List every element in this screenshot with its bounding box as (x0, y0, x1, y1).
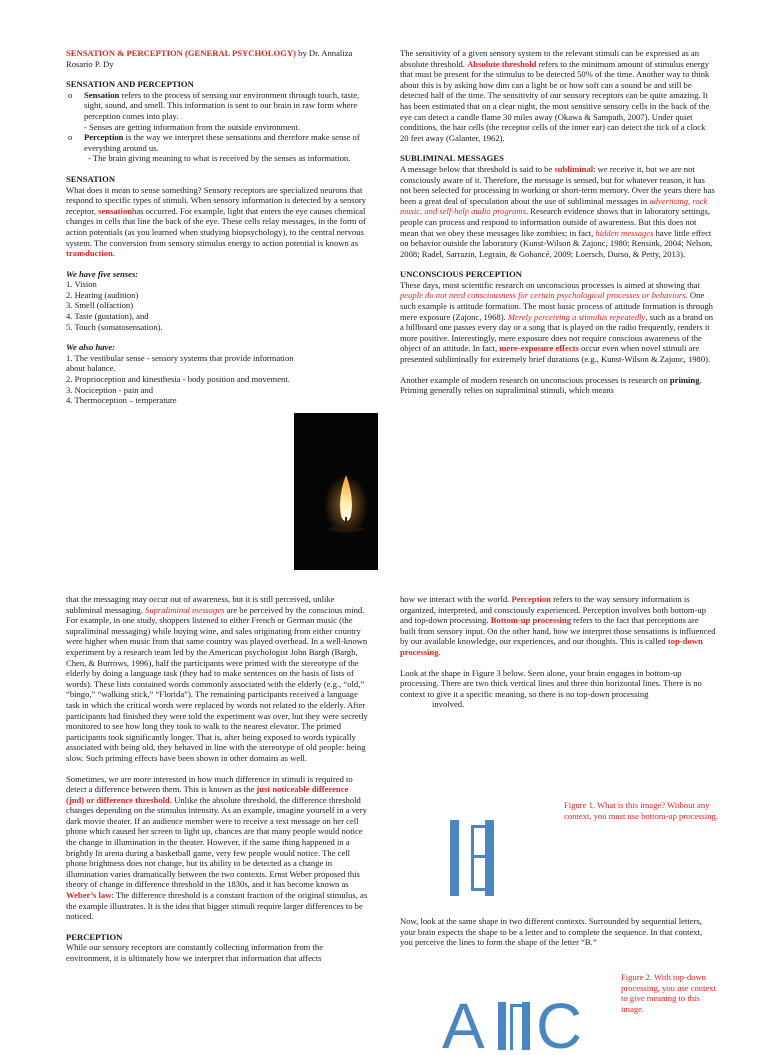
paragraph: While our sensory receptors are constantly collecting information from the environment, it is ultimately how we interpret that information that affects (66, 942, 324, 963)
paragraph: how we interact with the world. Perception refers to the way sensory information is organized, interpreted, and consciously experienced. Perception involves both bottom-up and top-down processing. Bottom-up processing refers to the fact that perceptions are built from sensory input. On the other hand, how we interpret those sensations is influenced by our available knowledge, our experiences, and our thoughts. This is called top-down processing. (400, 594, 716, 657)
page2-column-right-lower (400, 916, 716, 948)
candle-flame-icon (294, 413, 378, 570)
ambiguous-b-shape-icon (445, 808, 509, 904)
heading-unconscious: UNCONSCIOUS PERCEPTION (400, 269, 522, 280)
paragraph: A message below that threshold is said to be subliminal: we receive it, but we are not consciously aware of it. Therefore, the message is sensed, but for whatever reason, it has not been selected for processing in working or short-term memory. Over the years there has been a great deal of speculation about the use of subliminal messages in advertising, rock music, and self-help audio programs. Research evidence shows that in laboratory settings, people can process and respond to information outside of awareness. But this does not mean that we obey these messages like zombies; in fact, hidden messages have little effect on behavior outside the laboratory (Kunst-Wilson & Zajonc, 1980; Rensink, 2004; Nelson, 2008; Radel, Sarrazin, Legrain, & Gobancé, 2009; Loersch, Durso, & Petty, 2013). (400, 163, 715, 259)
definition-list (66, 90, 368, 164)
abc-context-shape-icon (440, 990, 590, 1055)
paragraph: What does it mean to sense something? Sensory receptors are specialized neurons that respond to specific types of stimuli. When sensory information is detected by a sensory receptor, sensationhas occurred. For example, light that enters the eye causes chemical changes in cells that line the back of the eye. These cells relay messages, in the form of action potentials (as you learned when studying biopsychology), to the central nervous system. The conversion from sensory stimulus energy to action potential is known as transduction. (66, 184, 367, 259)
list-item: 3. Nociception - pain and (66, 384, 154, 395)
list-item: 4. Thermoception – temperature (66, 395, 177, 406)
page1-column-right (400, 48, 716, 396)
page2-column-left (66, 594, 368, 964)
list-item: 4. Taste (gustation), and (66, 311, 149, 322)
figure2-letter-a: A (442, 990, 485, 1055)
paragraph: that the messaging may occur out of awareness, but it is still perceived, unlike subliminal messaging. Supraliminal messages are be perceived by the conscious mind. For example, in one study, shoppers listened to either French or German music (the supraliminal messaging) while buying wine, and sales originating from either country were higher when music from that same country was played overhead. In a well-known experiment by a research team led by the American psychologist John Bargh (Bargh, Chen, & Burrows, 1996), half the participants were primed with the stereotype of the elderly by doing a language task (they had to make sentences on the basis of lists of words). These lists contained words commonly associated with the elderly (e.g., “old,” “bingo,” “walking stick,” “Florida”). The remaining participants received a language task in which the critical words were replaced by words not related to the elderly. After participants had finished they were told the experiment was over, but they were secretly monitored to see how long they took to walk to the nearest elevator. The primed participants took significantly longer. That is, after being exposed to words typically associated with being old, they behaved in line with the stereotype of old people: being slow. Such priming effects have been shown in other domains as well. (66, 594, 368, 763)
paragraph: Look at the shape in Figure 3 below. Seen alone, your brain engages in bottom-up processing. There are two thick vertical lines and three thin horizontal lines. There is no context to give it a specific meaning, so there is no top-down processing (400, 667, 702, 699)
paragraph: Now, look at the same shape in two different contexts. Surrounded by sequential letters, your brain expects the shape to be a letter and to complete the sequence. In that context, you perceive the lines to form the shape of the letter “B.” (400, 916, 703, 948)
heading-perception: PERCEPTION (66, 931, 123, 942)
figure2-letter-c: C (536, 990, 583, 1055)
list-item: 2. Hearing (audition) (66, 289, 139, 300)
figure2-caption: Figure 2. With top-down processing, you use context to give meaning to this image. (621, 972, 716, 1014)
page2-column-right (400, 594, 716, 710)
figure2-letters (440, 990, 590, 1055)
list-item: 1. Vision (66, 279, 97, 290)
list-item: 1. The vestibular sense - sensory systems that provide information about balance. (66, 352, 294, 374)
candle-image (294, 413, 378, 570)
list-item: 2. Proprioception and kinesthesia - body position and movement. (66, 374, 290, 385)
heading-subliminal: SUBLIMINAL MESSAGES (400, 153, 504, 164)
other-senses-list (66, 353, 294, 406)
list-item: o Perception is the way we interpret these sensations and therefore make sense of everything around us. - The brain giving meaning to what is received by the senses as information. (84, 132, 368, 164)
five-senses-list (66, 279, 368, 332)
figure1-shape (445, 808, 509, 909)
five-senses-title: We have five senses: (66, 268, 139, 279)
page1-column-left (66, 48, 368, 406)
heading-sensation: SENSATION (66, 173, 116, 184)
paragraph: Another example of modern research on unconscious processes is research on priming. Priming generally relies on supraliminal stimuli, which means (400, 374, 702, 396)
also-have-title: We also have: (66, 342, 116, 353)
paragraph: Sometimes, we are more interested in how much difference in stimuli is required to detect a difference between them. This is known as the just noticeable difference (jnd) or difference threshold. Unlike the absolute threshold, the difference threshold changes depending on the stimulus intensity. As an example, imagine yourself in a very dark movie theater. If an audience member were to receive a text message on her cell phone which caused her screen to light up, chances are that many people would notice the change in illumination in the theater. However, if the same thing happened in a brightly lit arena during a basketball game, very few people would notice. The cell phone brightness does not change, but its ability to be detected as a change in illumination varies dramatically between the two contexts. Ernst Weber proposed this theory of change in difference threshold in the 1830s, and it has become known as Weber’s law: The difference threshold is a constant fraction of the original stimulus, as the example illustrates. It is the idea that bigger stimuli require larger differences to be noticed. (66, 773, 368, 922)
paragraph-continuation: involved. (432, 699, 465, 710)
heading-sensation-perception: SENSATION AND PERCEPTION (66, 79, 194, 90)
list-item: 5. Touch (somatosensation). (66, 321, 163, 332)
doc-title: SENSATION & PERCEPTION (GENERAL PSYCHOLOGY) by Dr. Annaliza Rosario P. Dy (66, 48, 353, 69)
list-item: o Sensation refers to the process of sensing our environment through touch, taste, sight, sound, and smell. This information is sent to our brain in raw form where perception comes into play. - Senses are getting information from the outside environment. (84, 90, 368, 132)
paragraph: The sensitivity of a given sensory system to the relevant stimuli can be expressed as an absolute threshold. Absolute threshold refers to the minimum amount of stimulus energy that must be present for the stimulus to be detected 50% of the time. Another way to think about this is by asking how dim can a light be or how soft can a sound be and still be detected half of the time. The sensitivity of our sensory receptors can be quite amazing. It has been estimated that on a clear night, the most sensitive sensory cells in the back of the eye can detect a candle flame 30 miles away (Okawa & Sampath, 2007). Under quiet conditions, the hair cells (the receptor cells of the inner ear) can detect the tick of a clock 20 feet away (Galanter, 1962). (400, 48, 710, 143)
paragraph: These days, most scientific research on unconscious processes is aimed at showing that people do not need consciousness for certain psychological processes or behaviors. One such example is attitude formation. The most basic process of attitude formation is through mere exposure (Zajonc, 1968). Merely perceiving a stimulus repeatedly, such as a brand on a billboard one passes every day or a song that is played on the radio frequently, renders it more positive. Interestingly, mere exposure does not require conscious awareness of the object of an attitude. In fact, mere-exposure effects occur even when novel stimuli are presented subliminally for extremely brief durations (e.g., Kunst-Wilson & Zajonc, 1980). (400, 279, 714, 365)
figure1-caption: Figure 1. What is this image? Without any context, you must use bottom-up processing. (564, 800, 718, 821)
list-item: 3. Smell (olfaction) (66, 300, 134, 311)
